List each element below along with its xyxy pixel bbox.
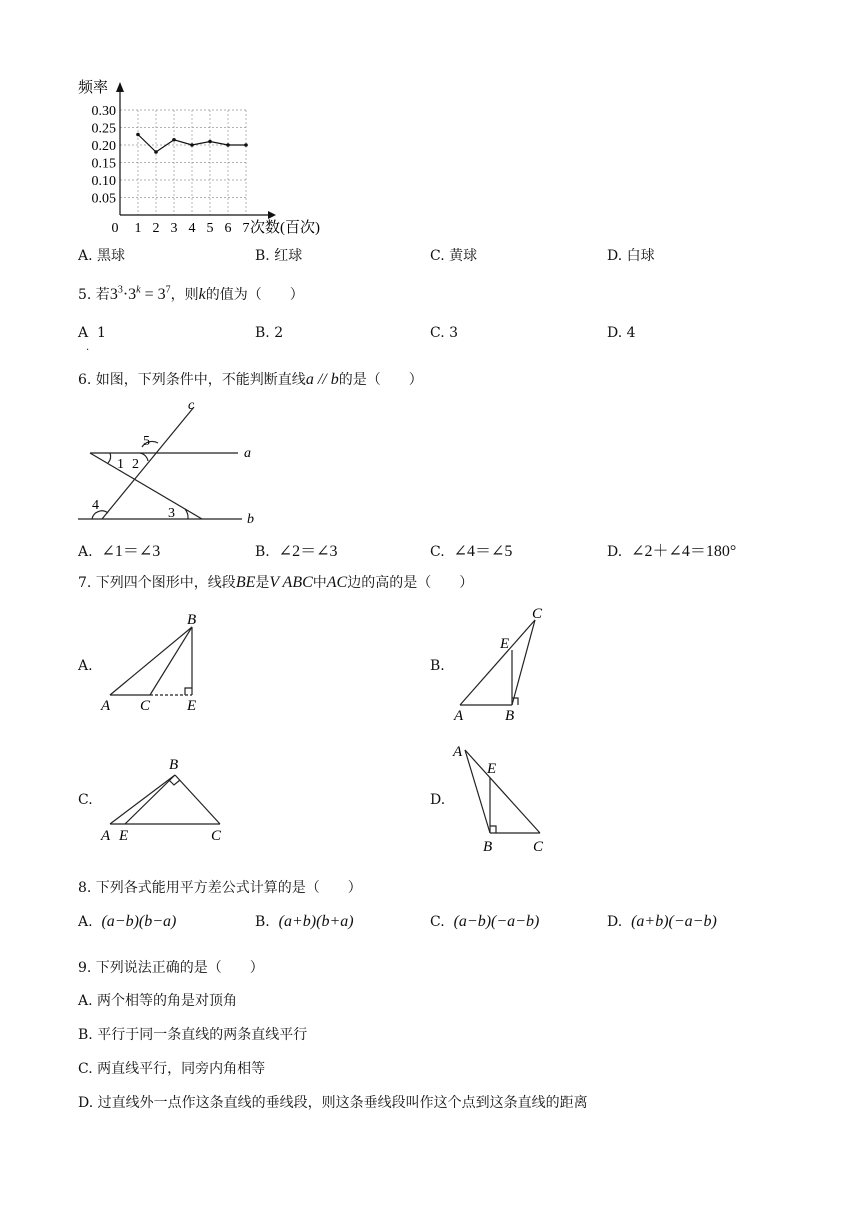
q7-option-d: D.: [430, 792, 446, 808]
q5-end: 的值为（ ）: [205, 287, 304, 303]
x-tick-label: 3: [170, 221, 178, 236]
svg-text:B: B: [169, 757, 179, 773]
q6-figure: [70, 395, 280, 530]
y-tick-label: 0.20: [91, 139, 116, 154]
q5-dot: .: [86, 342, 90, 353]
x-tick-label: 4: [188, 221, 196, 236]
frequency-chart: [70, 70, 370, 240]
svg-text:A: A: [454, 708, 464, 724]
q5-prefix: 5. 若: [78, 287, 110, 303]
svg-text:A: A: [453, 744, 463, 760]
q7-figure-b: [450, 600, 560, 725]
question-5: [78, 284, 304, 304]
svg-text:C: C: [532, 606, 543, 622]
data-point: [244, 143, 248, 147]
q9-option-a: A. 两个相等的角是对顶角: [78, 993, 238, 1009]
q6-label-a: a: [244, 446, 251, 461]
x-tick-label: 6: [224, 221, 232, 236]
q5-option-b: B. 2: [255, 325, 284, 341]
q6-parallel: a // b: [305, 371, 339, 388]
chart-ylabel: 频率: [78, 80, 109, 96]
q7-option-c: C.: [78, 792, 93, 808]
q6-option-a: A. ∠1＝∠3: [78, 543, 161, 560]
q8-option-c: C. (a−b)(−a−b): [430, 913, 540, 930]
svg-text:B: B: [505, 708, 515, 724]
q5-option-c: C. 3: [430, 325, 459, 341]
svg-text:E: E: [487, 761, 497, 777]
x-tick-label: 1: [134, 221, 142, 236]
q9-option-b: B. 平行于同一条直线的两条直线平行: [78, 1027, 308, 1043]
q6-option-d: D. ∠2＋∠4＝180°: [607, 543, 737, 560]
svg-text:C: C: [140, 698, 151, 714]
q5-option-d: D. 4: [607, 325, 636, 341]
y-tick-label: 0.10: [91, 174, 116, 189]
svg-text:B: B: [483, 839, 493, 855]
data-point: [136, 133, 140, 137]
question-7: 7. 下列四个图形中，线段BE是V ABC中AC边的高的是（ ）: [78, 574, 474, 591]
chart-xlabel: 次数(百次): [250, 220, 320, 236]
question-8: 8. 下列各式能用平方差公式计算的是（ ）: [78, 880, 362, 896]
data-point: [226, 143, 230, 147]
y-axis-arrow: [116, 82, 124, 92]
svg-text:C: C: [211, 828, 222, 844]
x-axis-arrow: [268, 211, 276, 219]
q7-figure-d: [445, 738, 560, 858]
x-tick-label: 5: [206, 221, 214, 236]
q4-option-a: A. 黑球: [78, 248, 126, 264]
q7-option-a: A.: [78, 658, 93, 674]
data-point: [154, 150, 158, 154]
svg-text:A: A: [101, 828, 111, 844]
q6-option-c: C. ∠4＝∠5: [430, 543, 513, 560]
q6-label-2: 2: [132, 457, 139, 472]
data-point: [208, 140, 212, 144]
q4-option-b: B. 红球: [255, 248, 303, 264]
q5-suffix: ，则: [170, 287, 199, 303]
q5-equation: $3^3\cdot 3^k = 3^7$: [109, 284, 171, 303]
question-9: 9. 下列说法正确的是（ ）: [78, 960, 264, 976]
y-tick-label: 0.15: [91, 156, 116, 172]
q6-option-b: B. ∠2＝∠3: [255, 543, 338, 560]
svg-text:A: A: [101, 698, 111, 714]
q7-figure-a: [95, 610, 225, 720]
q9-option-c: C. 两直线平行，同旁内角相等: [78, 1061, 266, 1077]
question-6: 6. 如图，下列条件中，不能判断直线a // b的是（ ）: [78, 371, 423, 388]
q6-label-b: b: [247, 512, 254, 527]
q9-option-d: D. 过直线外一点作这条直线的垂线段，则这条垂线段叫作这个点到这条直线的距离: [78, 1095, 588, 1111]
q8-option-a: A. (a−b)(b−a): [78, 913, 177, 930]
q8-option-d: D. (a+b)(−a−b): [607, 913, 717, 930]
x-tick-label: 2: [152, 221, 160, 236]
q7-figure-c: [95, 752, 235, 847]
q6-label-5: 5: [143, 434, 150, 449]
y-tick-label: 0.05: [91, 191, 116, 207]
svg-text:E: E: [187, 698, 197, 714]
q5-option-a: A 1: [78, 325, 106, 341]
q5-var: k: [198, 286, 206, 303]
svg-text:E: E: [500, 636, 510, 652]
x-tick-label: 0: [111, 221, 119, 236]
q6-label-1: 1: [117, 457, 124, 472]
q6-label-4: 4: [92, 498, 99, 513]
svg-text:C: C: [533, 839, 544, 855]
data-point: [172, 138, 176, 142]
q7-option-b: B.: [430, 658, 445, 674]
q6-label-c: c: [188, 398, 195, 413]
svg-text:B: B: [187, 612, 197, 628]
q8-option-b: B. (a+b)(b+a): [255, 913, 354, 930]
q4-option-d: D. 白球: [607, 248, 655, 264]
x-tick-label: 7: [242, 221, 250, 236]
q6-label-3: 3: [168, 506, 175, 521]
q4-option-c: C. 黄球: [430, 248, 478, 264]
data-point: [190, 143, 194, 147]
y-tick-label: 0.30: [91, 104, 116, 119]
svg-text:E: E: [119, 828, 129, 844]
y-tick-label: 0.25: [91, 121, 116, 137]
